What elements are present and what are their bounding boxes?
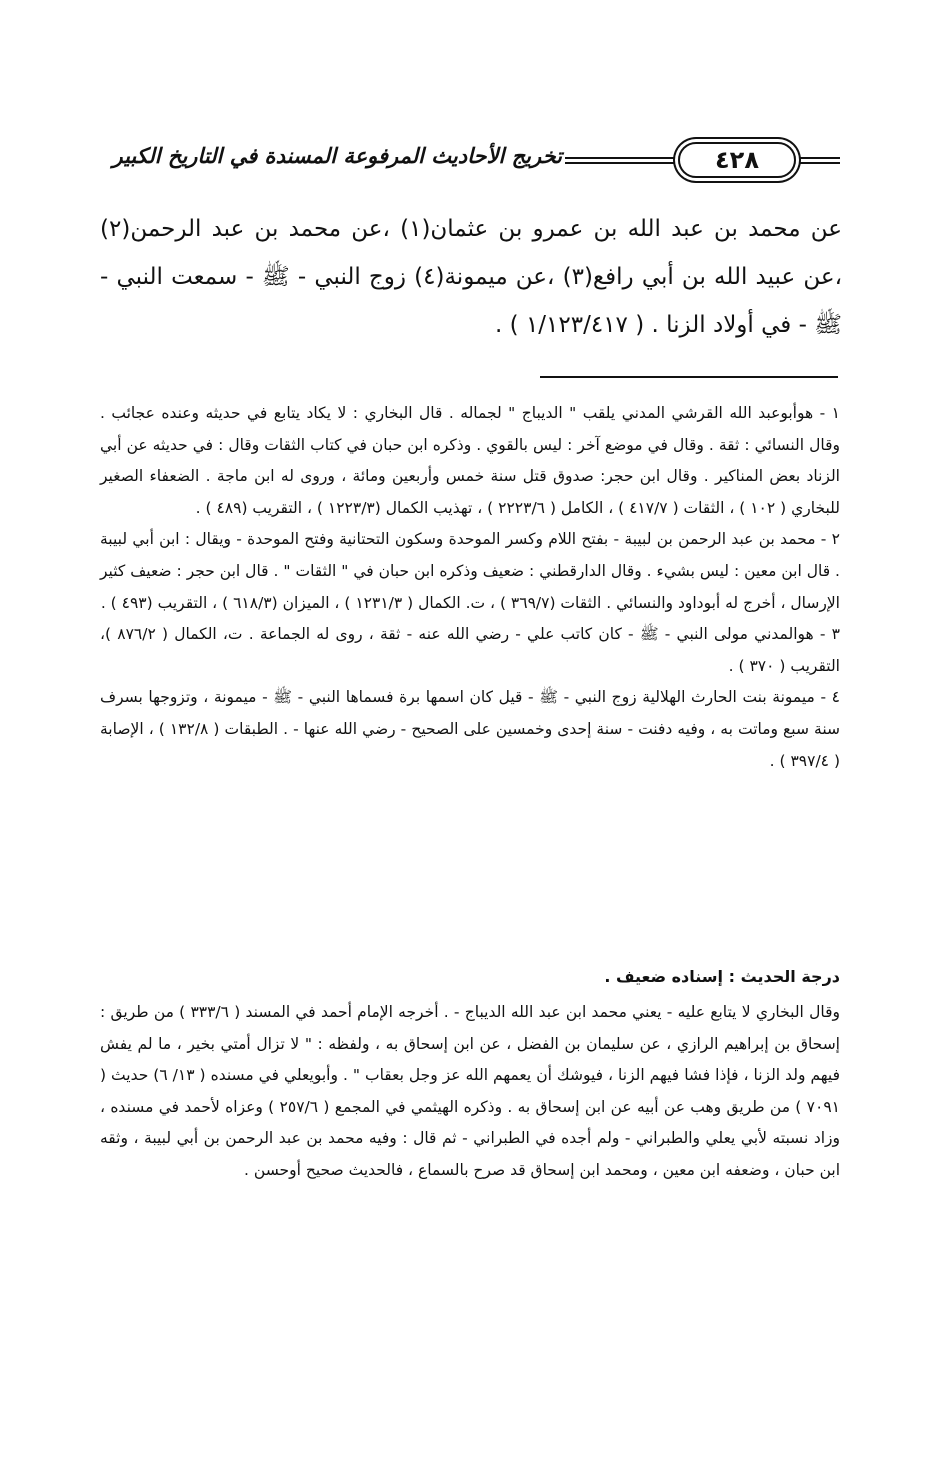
hadith-grade-body: وقال البخاري لا يتابع عليه - يعني محمد ابن عبد الله الديباج - . أخرجه الإمام أحمد في المسند ( ٣٣٣/٦ ) من طريق : إسحاق بن إبراهيم الرازي ، عن سليمان بن الفضل ، عن ابن إسحاق به ، ولفظه : " لا تزال أمتي بخير ، ما لم يفش فيهم ولد الزنا ، فإذا فشا فيهم الزنا ، فيوشك أن يعمهم الله عز وجل بعقاب " . وأبويعلي في مسنده ( ١٣/ ٦) حديث ( ٧٠٩١ ) من طريق وهب عن أبيه عن ابن إسحاق به . وذكره الهيثمي في المجمع ( ٢٥٧/٦ ) وعزاه لأحمد في مسنده ، وزاد نسبته لأبي يعلي والطبراني - ولم أجده في الطبراني - ثم قال : وفيه محمد بن عبد الرحمن بن أبي لبيبة ، وثقه ابن حبان ، وضعفه ابن معين ، ومحمد ابن إسحاق قد صرح بالسماع ، فالحديث صحيح أوحسن . (100, 1003, 840, 1179)
page-number: ٤٢٨ (715, 146, 759, 174)
hadith-paragraph: عن محمد بن عبد الله بن عمرو بن عثمان(١) ،عن محمد بن عبد الرحمن(٢) ،عن عبيد الله بن أبي رافع(٣) ،عن ميمونة(٤) زوج النبي - ﷺ - سمعت النبي - ﷺ - في أولاد الزنا . ( ١/١٢٣/٤١٧ ) . (100, 216, 842, 338)
hadith-grade-heading: درجة الحديث : إسناده ضعيف . (604, 967, 840, 986)
hadith-text (100, 205, 842, 349)
running-title: تخريج الأحاديث المرفوعة المسندة في التاريخ الكبير (112, 144, 562, 168)
footnote-1: ١ - هوأبوعبد الله القرشي المدني يلقب " الديباج " لجماله . قال البخاري : لا يكاد يتابع في حديثه وعنده عجائب . وقال النسائي : ثقة . وقال في موضع آخر : ليس بالقوي . وذكره ابن حبان في كتاب الثقات وقال : في حديثه عن أبي الزناد بعض المناكير . وقال ابن حجر: صدوق قتل سنة خمس وأربعين ومائة ، وروى له ابن ماجة . الضعفاء الصغير للبخاري ( ١٠٢ ) ، الثقات ( ٤١٧/٧ ) ، الكامل ( ٢٢٢٣/٦ ) ، تهذيب الكمال (١٢٢٣/٣ ) ، التقريب (٤٨٩ ) . (100, 404, 840, 517)
page-number-badge (678, 142, 796, 178)
header-rule-right (800, 157, 840, 164)
footnote-separator (540, 376, 838, 378)
header-rule-left (565, 157, 675, 164)
running-header (100, 140, 840, 184)
footnote-2: ٢ - محمد بن عبد الرحمن بن لبيبة - بفتح اللام وكسر الموحدة وسكون التحتانية وفتح الموحدة - ويقال : ابن أبي لبيبة . قال ابن معين : ليس بشيء . وقال الدارقطني : ضعيف وذكره ابن حبان في " الثقات " . قال ابن حجر : ضعيف كثير الإرسال ، أخرج له أبوداود والنسائي . الثقات (٣٦٩/٧ ) ، ت. الكمال ( ١٢٣١/٣ ) ، الميزان (٦١٨/٣ ) ، التقريب (٤٩٣ ) . (100, 530, 840, 612)
footnote-4: ٤ - ميمونة بنت الحارث الهلالية زوج النبي - ﷺ - قيل كان اسمها برة فسماها النبي - ﷺ - ميمونة ، وتزوجها بسرف سنة سبع وماتت به ، وفيه دفنت - سنة إحدى وخمسين على الصحيح - رضي الله عنها - . الطبقات ( ١٣٢/٨ ) ، الإصابة ( ٣٩٧/٤ ) . (100, 688, 840, 770)
footnotes (100, 398, 840, 777)
footnote-3: ٣ - هوالمدني مولى النبي - ﷺ - كان كاتب علي - رضي الله عنه - ثقة ، روى له الجماعة . ت، الكمال ( ٨٧٦/٢ )، التقريب ( ٣٧٠ ) . (100, 625, 840, 675)
